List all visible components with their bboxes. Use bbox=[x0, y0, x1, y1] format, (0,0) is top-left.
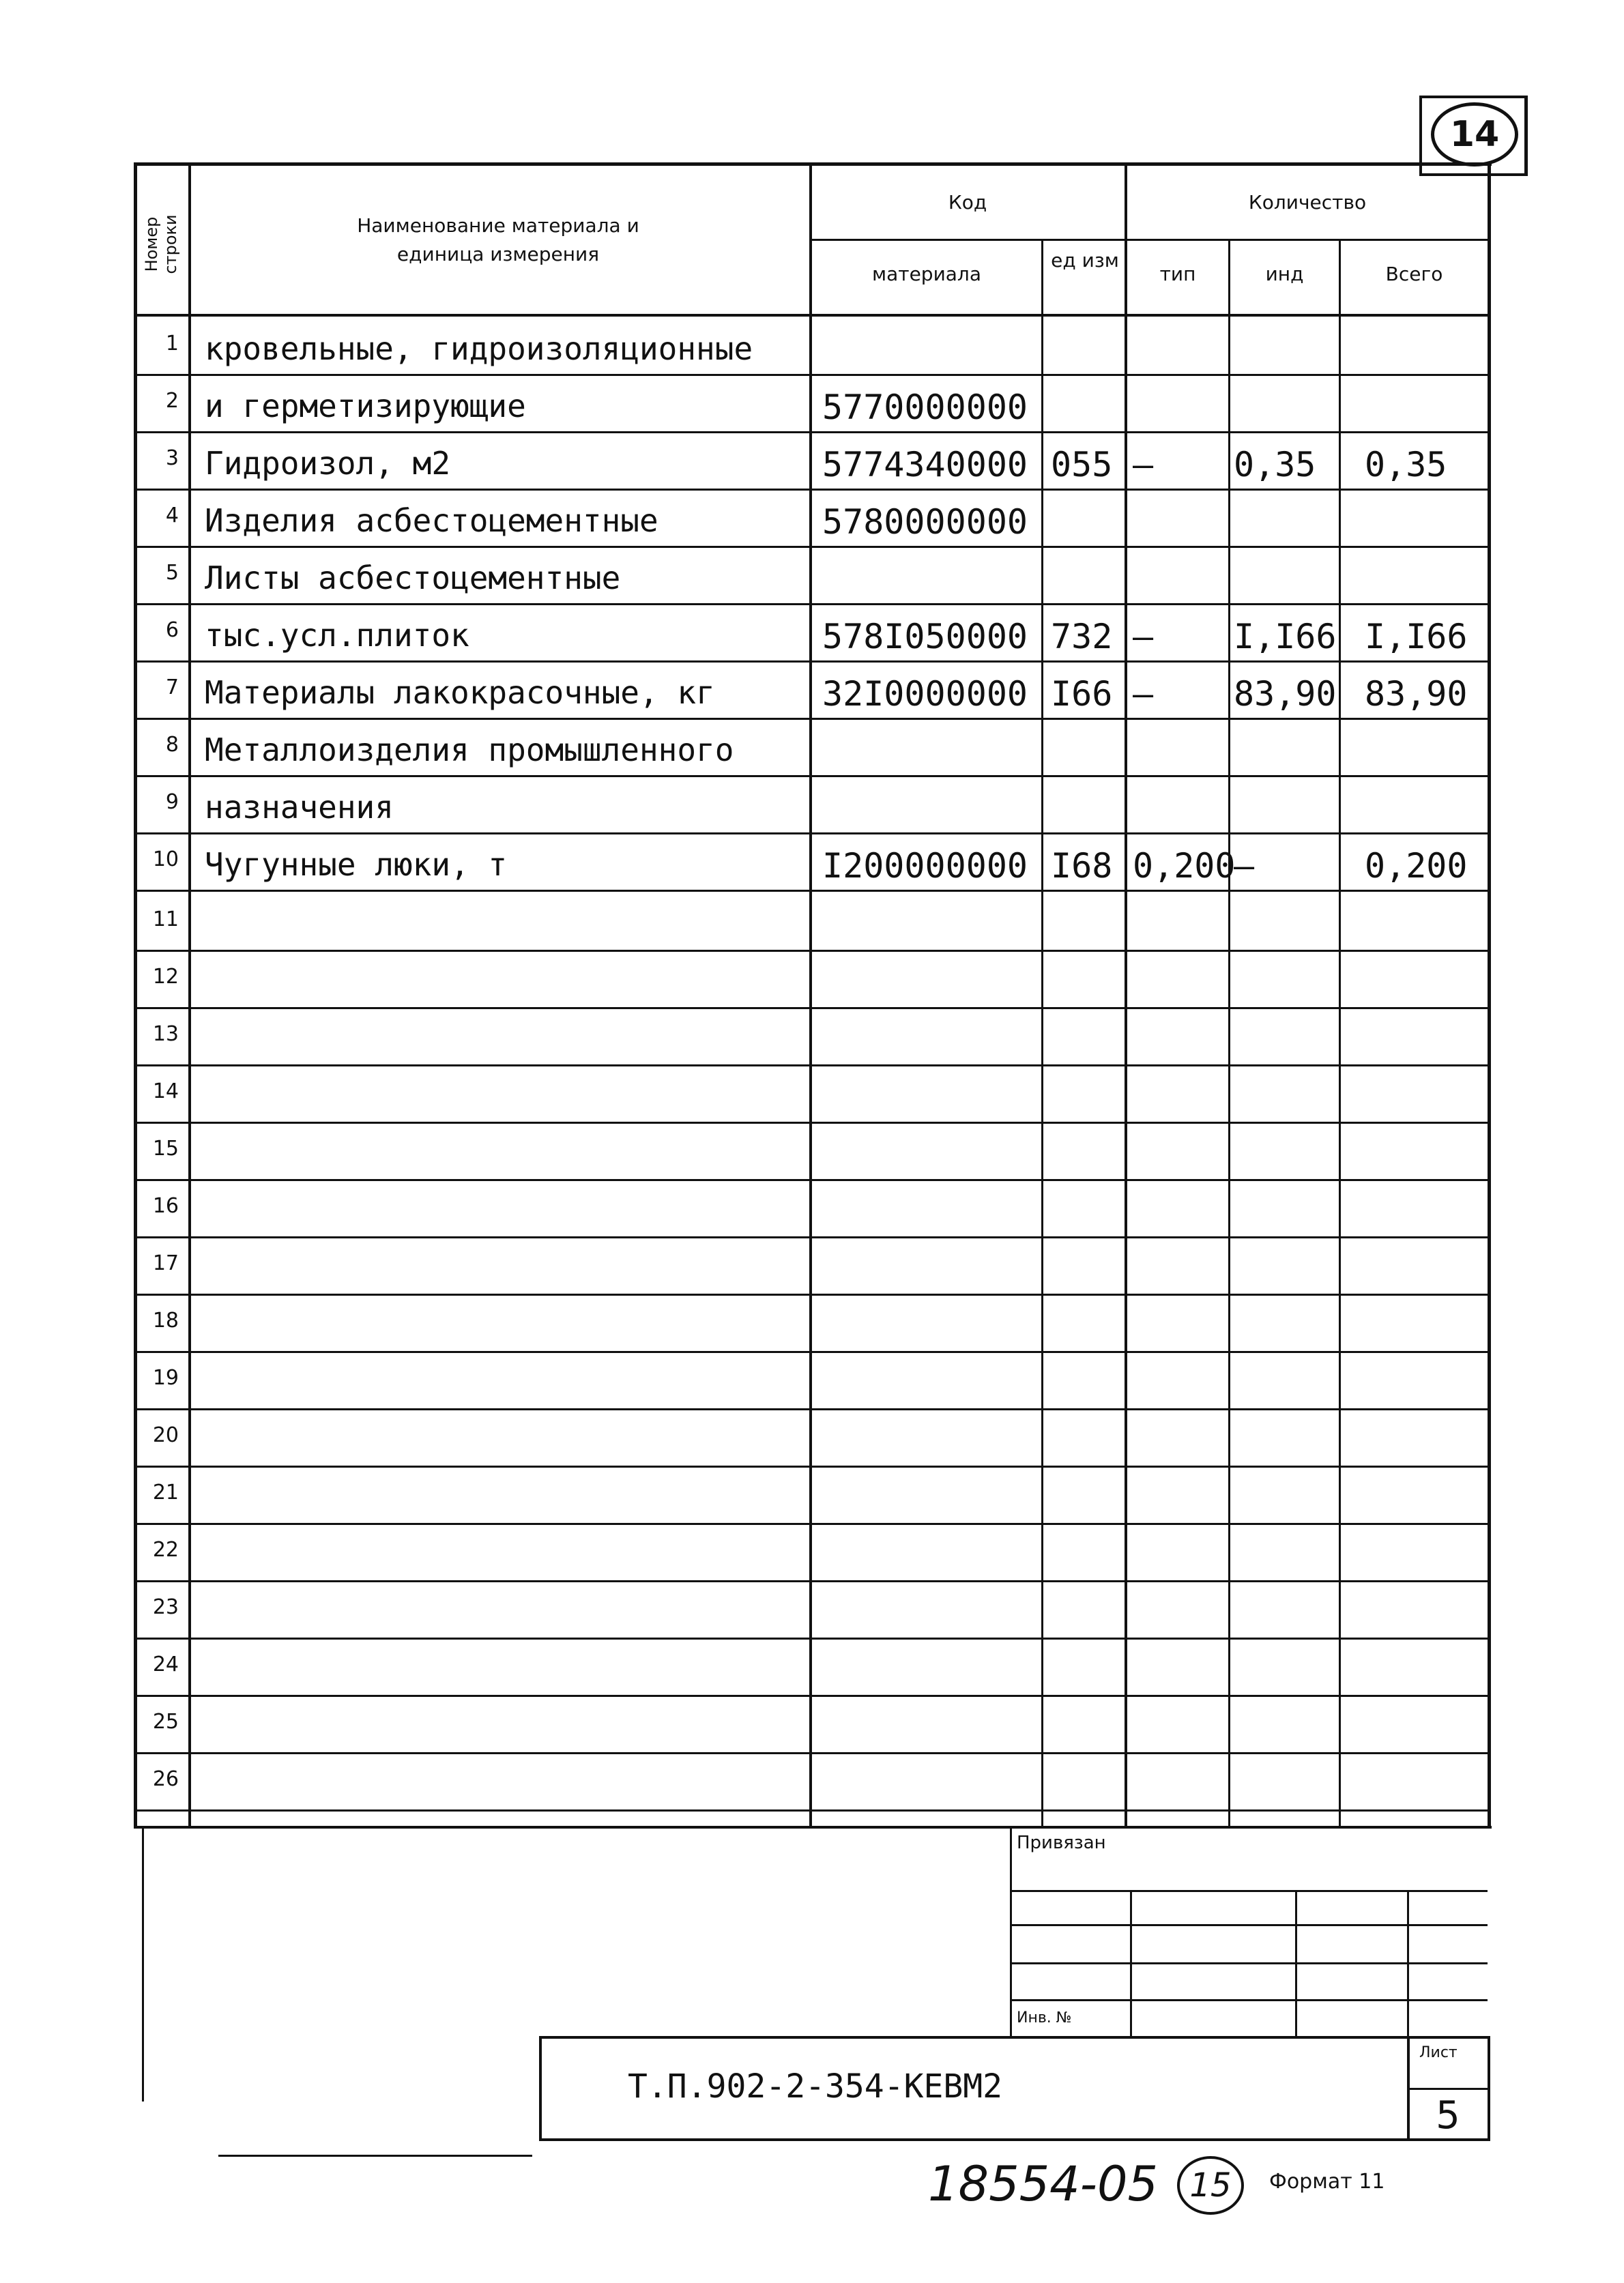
attached-label: Привязан bbox=[1017, 1833, 1106, 1853]
row-number: 11 bbox=[152, 907, 179, 931]
row-number: 6 bbox=[165, 618, 179, 642]
cell-code: 5770000000 bbox=[822, 388, 1028, 427]
header-material-name: Наименование материала и единица измерения bbox=[357, 214, 639, 265]
row-number: 14 bbox=[152, 1079, 179, 1103]
row-number: 20 bbox=[152, 1423, 179, 1447]
cell-total: I,I66 bbox=[1365, 617, 1468, 656]
document-code: Т.П.902-2-354-КЕВМ2 bbox=[628, 2067, 1003, 2106]
row-number: 18 bbox=[152, 1309, 179, 1333]
cell-code: 5774340000 bbox=[822, 445, 1028, 484]
archive-circle: 15 bbox=[1177, 2156, 1244, 2215]
cell-name: Листы асбестоцементные bbox=[205, 559, 621, 596]
cell-ind: 83,90 bbox=[1234, 674, 1337, 714]
cell-name: Изделия асбестоцементные bbox=[205, 502, 658, 539]
cell-unit: I66 bbox=[1051, 674, 1113, 714]
cell-name: Чугунные люки, т bbox=[205, 846, 508, 883]
format-label: Формат 11 bbox=[1269, 2170, 1385, 2194]
row-number: 8 bbox=[165, 733, 179, 757]
cell-name: Гидроизол, м2 bbox=[205, 445, 451, 482]
cell-name: Металлоизделия промышленного bbox=[205, 731, 734, 768]
row-number: 25 bbox=[152, 1710, 179, 1734]
cell-type: 0,200 bbox=[1133, 846, 1236, 886]
cell-unit: 055 bbox=[1051, 445, 1113, 484]
sheet-number: 5 bbox=[1436, 2093, 1460, 2138]
row-number: 10 bbox=[152, 847, 179, 871]
cell-type: – bbox=[1133, 617, 1154, 656]
row-number: 5 bbox=[165, 561, 179, 585]
archive-number: 18554-05 bbox=[928, 2156, 1159, 2212]
row-number: 24 bbox=[152, 1653, 179, 1676]
row-number: 12 bbox=[152, 965, 179, 989]
header-code: Код bbox=[948, 191, 987, 214]
cell-ind: – bbox=[1234, 846, 1255, 886]
row-number: 19 bbox=[152, 1366, 179, 1390]
row-number: 4 bbox=[165, 504, 179, 527]
row-number: 16 bbox=[152, 1194, 179, 1218]
cell-name: кровельные, гидроизоляционные bbox=[205, 330, 753, 367]
cell-name: назначения bbox=[205, 789, 394, 826]
row-number: 17 bbox=[152, 1251, 179, 1275]
row-number: 15 bbox=[152, 1137, 179, 1161]
header-qty-type: тип bbox=[1159, 263, 1196, 285]
cell-type: – bbox=[1133, 674, 1154, 714]
row-number: 23 bbox=[152, 1595, 179, 1619]
cell-code: I200000000 bbox=[822, 846, 1028, 886]
header-qty-total: Всего bbox=[1385, 263, 1443, 285]
cell-total: 83,90 bbox=[1365, 674, 1468, 714]
cell-ind: I,I66 bbox=[1234, 617, 1337, 656]
row-number: 13 bbox=[152, 1022, 179, 1046]
cell-unit: 732 bbox=[1051, 617, 1113, 656]
cell-total: 0,35 bbox=[1365, 445, 1447, 484]
row-number: 9 bbox=[165, 790, 179, 814]
row-number: 26 bbox=[152, 1767, 179, 1791]
header-qty-ind: инд bbox=[1265, 263, 1304, 285]
cell-ind: 0,35 bbox=[1234, 445, 1316, 484]
row-number: 3 bbox=[165, 446, 179, 470]
row-number: 1 bbox=[165, 332, 179, 355]
cell-code: 32I0000000 bbox=[822, 674, 1028, 714]
cell-unit: I68 bbox=[1051, 846, 1113, 886]
header-code-material: материала bbox=[871, 263, 981, 285]
sheet-label: Лист bbox=[1419, 2044, 1458, 2061]
cell-code: 5780000000 bbox=[822, 502, 1028, 542]
row-number: 7 bbox=[165, 675, 179, 699]
row-number: 22 bbox=[152, 1538, 179, 1562]
cell-name: и герметизирующие bbox=[205, 388, 526, 424]
header-row-number: Номер строки bbox=[142, 214, 180, 274]
inv-label: Инв. № bbox=[1017, 2009, 1072, 2026]
cell-name: Материалы лакокрасочные, кг bbox=[205, 674, 715, 711]
header-code-unit: ед изм bbox=[1051, 249, 1119, 272]
header-quantity: Количество bbox=[1248, 191, 1367, 214]
cell-type: – bbox=[1133, 445, 1154, 484]
row-number: 21 bbox=[152, 1481, 179, 1504]
row-number: 2 bbox=[165, 389, 179, 413]
cell-total: 0,200 bbox=[1365, 846, 1468, 886]
cell-name: тыс.усл.плиток bbox=[205, 617, 469, 654]
page-badge: 14 bbox=[1431, 102, 1518, 166]
cell-code: 578I050000 bbox=[822, 617, 1028, 656]
